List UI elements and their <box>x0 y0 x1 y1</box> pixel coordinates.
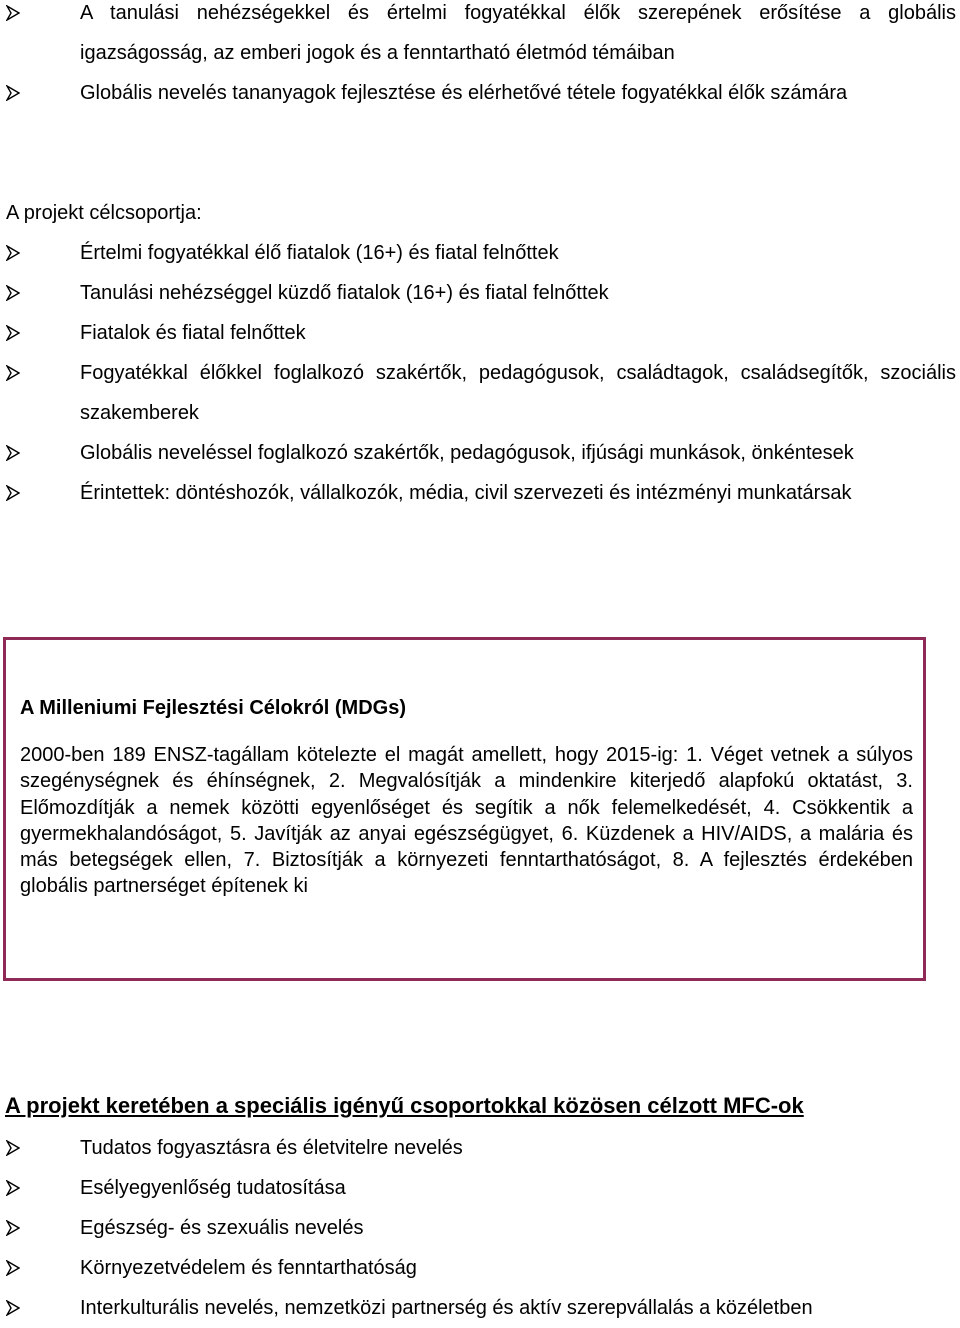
list-item <box>0 73 960 113</box>
list-item-text: Érintettek: döntéshozók, vállalkozók, média, civil szervezeti és intézményi munkatársak <box>80 482 852 504</box>
list-item <box>0 233 960 273</box>
mfc-heading: A projekt keretében a speciális igényű csoportokkal közösen célzott MFC-ok <box>5 1093 804 1118</box>
list-item <box>0 1208 960 1248</box>
list-item <box>0 1288 960 1328</box>
list-item-text: Tanulási nehézséggel küzdő fiatalok (16+) és fiatal felnőttek <box>80 282 609 304</box>
mdg-title: A Milleniumi Fejlesztési Célokról (MDGs) <box>20 697 406 719</box>
list-item <box>0 353 960 433</box>
list-item-text: Interkulturális nevelés, nemzetközi partnerség és aktív szerepvállalás a közéletben <box>80 1297 813 1319</box>
arrowhead-bullet-icon <box>6 1140 20 1156</box>
mdg-text: 2000-ben 189 ENSZ-tagállam kötelezte el magát amellett, hogy 2015-ig: 1. Véget vetnek a súlyos szegénységnek és éhínségnek, 2. Megvalósítják a mindenkire kiterjedő alapfokú oktatást, 3. Előmozdítják a nemek közötti egyenlőséget és segítik a nők felemelkedését, 4. Csökkentik a gyermekhalandóságot, 5. Javítják az anyai egészségügyet, 6. Küzdenek a HIV/AIDS, a malária és más betegségek ellen, 7. Biztosítják a környezeti fenntarthatóságot, 8. A fejlesztés érdekében globális partnerséget építenek ki <box>20 744 913 898</box>
list-item-text: Esélyegyenlőség tudatosítása <box>80 1177 346 1199</box>
arrowhead-bullet-icon <box>6 1180 20 1196</box>
list-item <box>0 433 960 473</box>
arrowhead-bullet-icon <box>6 365 20 381</box>
list-item <box>0 473 960 513</box>
mfc-list <box>0 1128 960 1328</box>
target-group-heading: A projekt célcsoportja: <box>6 202 202 224</box>
list-item-text: Környezetvédelem és fenntarthatóság <box>80 1257 417 1279</box>
target-group-list <box>0 233 960 513</box>
list-item-text: Globális neveléssel foglalkozó szakértők, pedagógusok, ifjúsági munkások, önkéntesek <box>80 442 854 464</box>
arrowhead-bullet-icon <box>6 245 20 261</box>
list-item <box>0 1168 960 1208</box>
arrowhead-bullet-icon <box>6 85 20 101</box>
list-item-text: Fiatalok és fiatal felnőttek <box>80 322 306 344</box>
arrowhead-bullet-icon <box>6 1220 20 1236</box>
list-item-text: Globális nevelés tananyagok fejlesztése és elérhetővé tétele fogyatékkal élők számára <box>80 82 848 104</box>
arrowhead-bullet-icon <box>6 285 20 301</box>
list-item <box>0 1128 960 1168</box>
list-item-text: Tudatos fogyasztásra és életvitelre nevelés <box>80 1137 463 1159</box>
intro-list <box>0 0 960 113</box>
list-item-text: Értelmi fogyatékkal élő fiatalok (16+) és fiatal felnőttek <box>80 242 559 264</box>
list-item <box>0 0 960 73</box>
arrowhead-bullet-icon <box>6 485 20 501</box>
list-item <box>0 1248 960 1288</box>
list-item <box>0 273 960 313</box>
arrowhead-bullet-icon <box>6 5 20 21</box>
arrowhead-bullet-icon <box>6 1300 20 1316</box>
arrowhead-bullet-icon <box>6 1260 20 1276</box>
list-item <box>0 313 960 353</box>
list-item-text: Egészség- és szexuális nevelés <box>80 1217 364 1239</box>
list-item-text: A tanulási nehézségekkel és értelmi fogyatékkal élők szerepének erősítése a globális igazságosság, az emberi jogok és a fenntartható életmód témáiban <box>80 2 956 64</box>
arrowhead-bullet-icon <box>6 325 20 341</box>
list-item-text: Fogyatékkal élőkkel foglalkozó szakértők, pedagógusok, családtagok, családsegítők, szociális szakemberek <box>80 362 956 424</box>
arrowhead-bullet-icon <box>6 445 20 461</box>
